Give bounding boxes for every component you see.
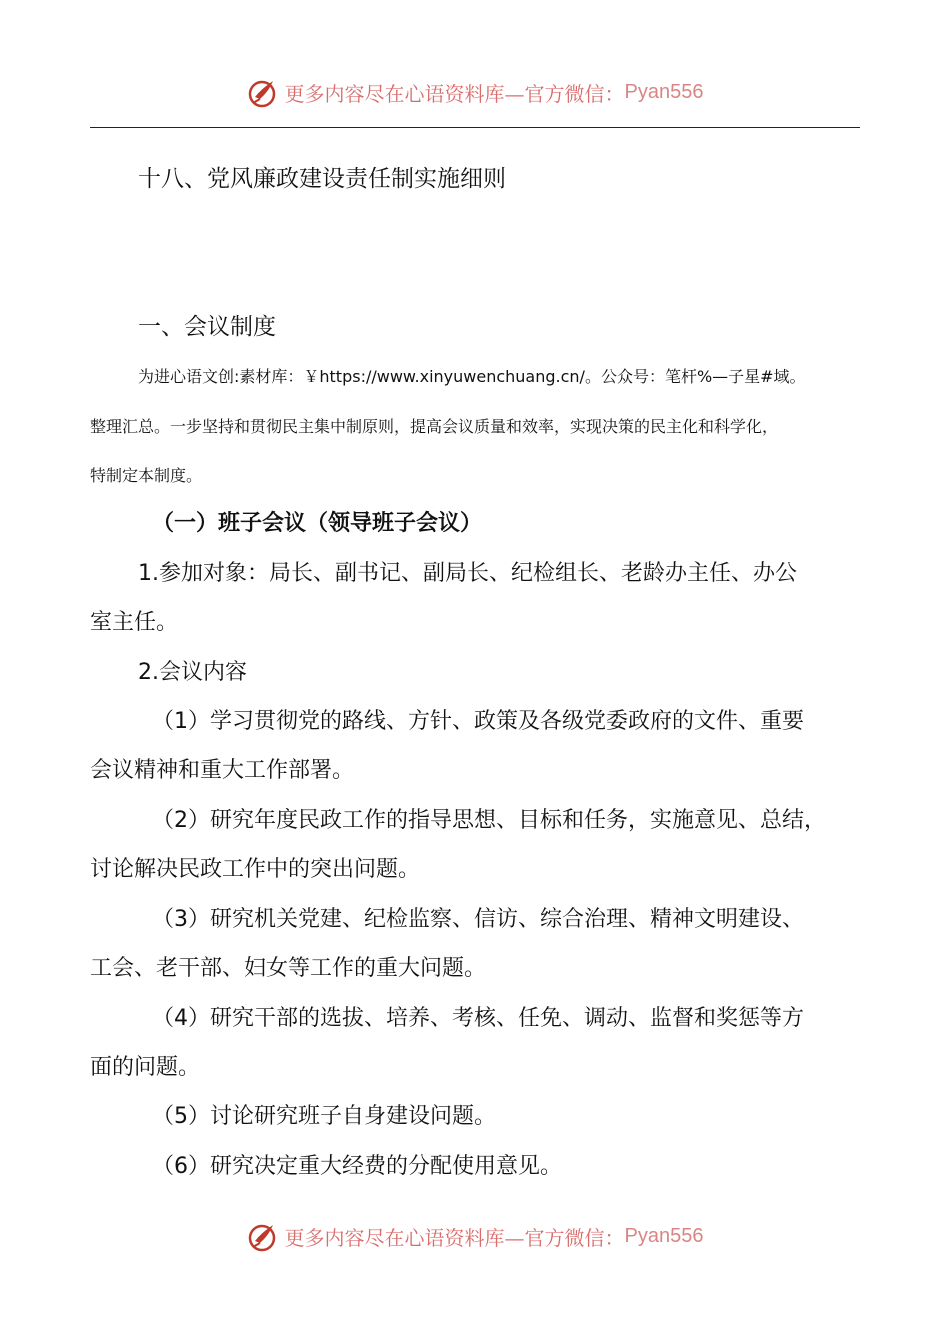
paragraph-line: （2）研究年度民政工作的指导思想、目标和任务，实施意见、总结，	[152, 808, 826, 833]
intro-line-3: 特制定本制度。	[90, 466, 203, 485]
footer-brand	[247, 1219, 704, 1253]
subsection-heading: （一）班子会议（领导班子会议）	[152, 511, 483, 536]
page-header	[0, 72, 950, 112]
document-title: 十八、党风廉政建设责任制实施细则	[138, 166, 506, 192]
paragraph-line: （5）讨论研究班子自身建设问题。	[152, 1104, 496, 1129]
header-brand-text: 更多内容尽在心语资料库—官方微信：	[284, 81, 625, 106]
header-brand	[247, 75, 704, 109]
paragraph-line: 2.会议内容	[138, 660, 247, 685]
page-footer	[0, 1216, 950, 1256]
paragraph-line: 工会、老干部、妇女等工作的重大问题。	[90, 956, 487, 981]
paragraph-line: 讨论解决民政工作中的突出问题。	[90, 857, 421, 882]
footer-brand-text: 更多内容尽在心语资料库—官方微信：	[284, 1225, 625, 1250]
header-divider	[90, 127, 860, 128]
paragraph-line: （1）学习贯彻党的路线、方针、政策及各级党委政府的文件、重要	[152, 709, 804, 734]
paragraph-line: 1.参加对象：局长、副书记、副局长、纪检组长、老龄办主任、办公	[138, 561, 797, 586]
section-heading: 一、会议制度	[138, 314, 276, 340]
intro-line-2: 整理汇总。一步坚持和贯彻民主集中制原则，提高会议质量和效率，实现决策的民主化和科学化，	[90, 417, 779, 436]
intro-line-1: 为进心语文创:素材库：￥https://www.xinyuwenchuang.cn/。公众号：笔杆%—子星#域。	[138, 367, 806, 386]
paragraph-line: （6）研究决定重大经费的分配使用意见。	[152, 1154, 562, 1179]
footer-brand-id: Pyan556	[624, 1224, 704, 1247]
paragraph-line: （3）研究机关党建、纪检监察、信访、综合治理、精神文明建设、	[152, 907, 804, 932]
paragraph-line: （4）研究干部的选拔、培养、考核、任免、调动、监督和奖惩等方	[152, 1006, 804, 1031]
quill-logo-icon	[247, 1219, 281, 1253]
quill-logo-icon	[247, 75, 281, 109]
header-brand-id: Pyan556	[624, 80, 704, 103]
paragraph-line: 会议精神和重大工作部署。	[90, 758, 355, 783]
paragraph-line: 面的问题。	[90, 1055, 201, 1080]
paragraph-line: 室主任。	[90, 610, 179, 635]
